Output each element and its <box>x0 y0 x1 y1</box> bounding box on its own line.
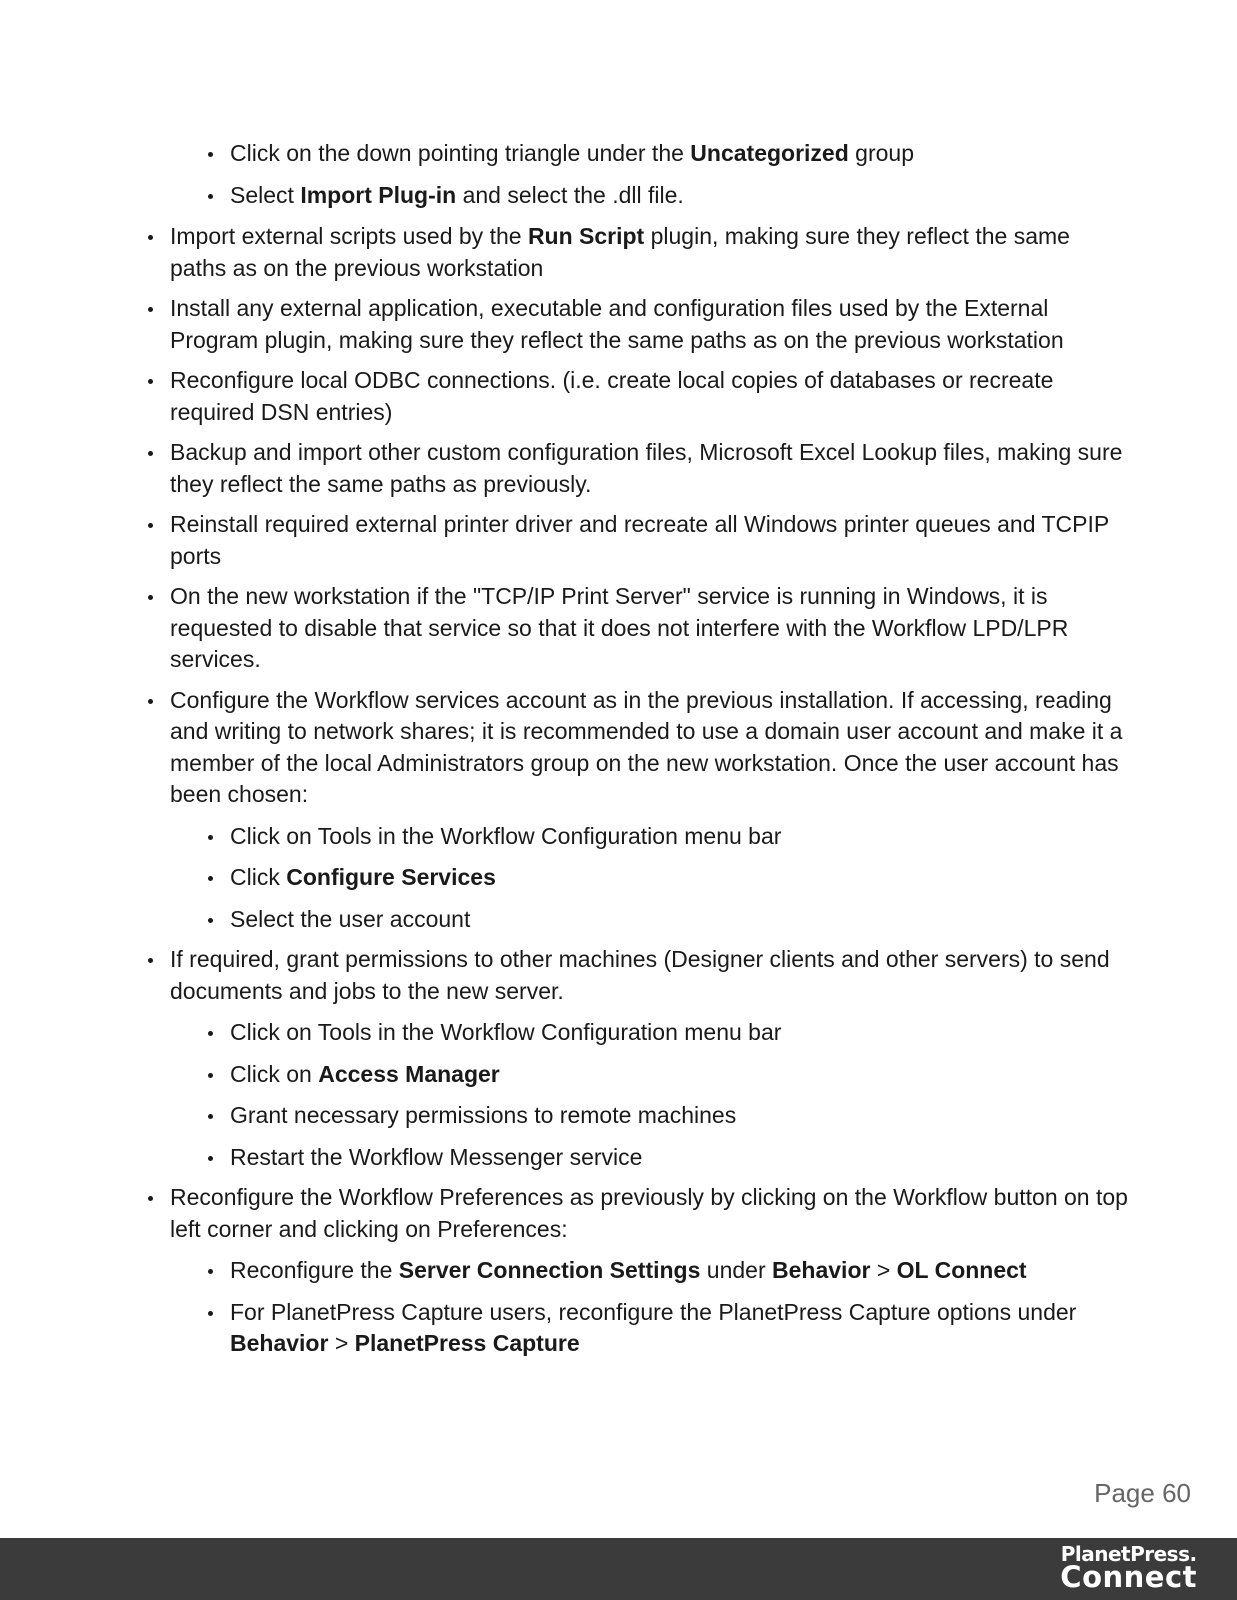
list-item: Click on Tools in the Workflow Configuration menu bar <box>230 821 1130 853</box>
list-item: Import external scripts used by the Run Script plugin, making sure they reflect the same paths as on the previous workstation <box>170 221 1130 284</box>
list-item: Reconfigure the Workflow Preferences as previously by clicking on the Workflow button on top left corner and clicking on Preferences: Reconfigure the Server Connection Settings under Behavior > OL Connect For PlanetPress Capture users, reconfigure the PlanetPress Capture options under Behavior > PlanetPress Capture <box>170 1182 1130 1360</box>
document-body <box>0 138 1237 1369</box>
logo-bottom-text: Connect <box>1060 1560 1197 1594</box>
sub-list <box>0 1255 1130 1360</box>
list-item: Configure the Workflow services account as in the previous installation. If accessing, reading and writing to network shares; it is recommended to use a domain user account and make it a member of the local Administrators group on the new workstation. Once the user account has been chosen: Click on Tools in the Workflow Configuration menu bar Click Configure Services Select the user account <box>170 685 1130 936</box>
list-item: Backup and import other custom configuration files, Microsoft Excel Lookup files, making sure they reflect the same paths as previously. <box>170 437 1130 500</box>
list-item: Reconfigure the Server Connection Settings under Behavior > OL Connect <box>230 1255 1130 1287</box>
list-item: For PlanetPress Capture users, reconfigure the PlanetPress Capture options under Behavior > PlanetPress Capture <box>230 1297 1130 1360</box>
sub-list <box>0 821 1130 936</box>
logo-top-text: PlanetPress. <box>1060 1542 1197 1566</box>
list-item: Reinstall required external printer driver and recreate all Windows printer queues and TCPIP ports <box>170 509 1130 572</box>
planetpress-connect-logo <box>1060 1544 1197 1592</box>
list-item: Click Configure Services <box>230 862 1130 894</box>
list-item: Install any external application, executable and configuration files used by the External Program plugin, making sure they reflect the same paths as on the previous workstation <box>170 293 1130 356</box>
footer-bar <box>0 1538 1237 1600</box>
list-item: Click on the down pointing triangle under the Uncategorized group <box>230 138 1130 170</box>
list-item: On the new workstation if the "TCP/IP Print Server" service is running in Windows, it is requested to disable that service so that it does not interfere with the Workflow LPD/LPR services. <box>170 581 1130 676</box>
sub-list <box>0 1017 1130 1173</box>
list-item: Grant necessary permissions to remote machines <box>230 1100 1130 1132</box>
list-item: Select the user account <box>230 904 1130 936</box>
top-sub-list <box>0 138 1237 211</box>
list-item: Click on Access Manager <box>230 1059 1130 1091</box>
list-item: Click on Tools in the Workflow Configuration menu bar <box>230 1017 1130 1049</box>
list-item: Reconfigure local ODBC connections. (i.e. create local copies of databases or recreate required DSN entries) <box>170 365 1130 428</box>
list-item: Restart the Workflow Messenger service <box>230 1142 1130 1174</box>
main-list <box>0 221 1237 1360</box>
page-number: Page 60 <box>1094 1478 1191 1508</box>
list-item: Select Import Plug-in and select the .dll file. <box>230 180 1130 212</box>
list-item: If required, grant permissions to other machines (Designer clients and other servers) to send documents and jobs to the new server. Click on Tools in the Workflow Configuration menu bar Click on Access Manager Grant necessary permissions to remote machines Restart the Workflow Messenger service <box>170 944 1130 1173</box>
